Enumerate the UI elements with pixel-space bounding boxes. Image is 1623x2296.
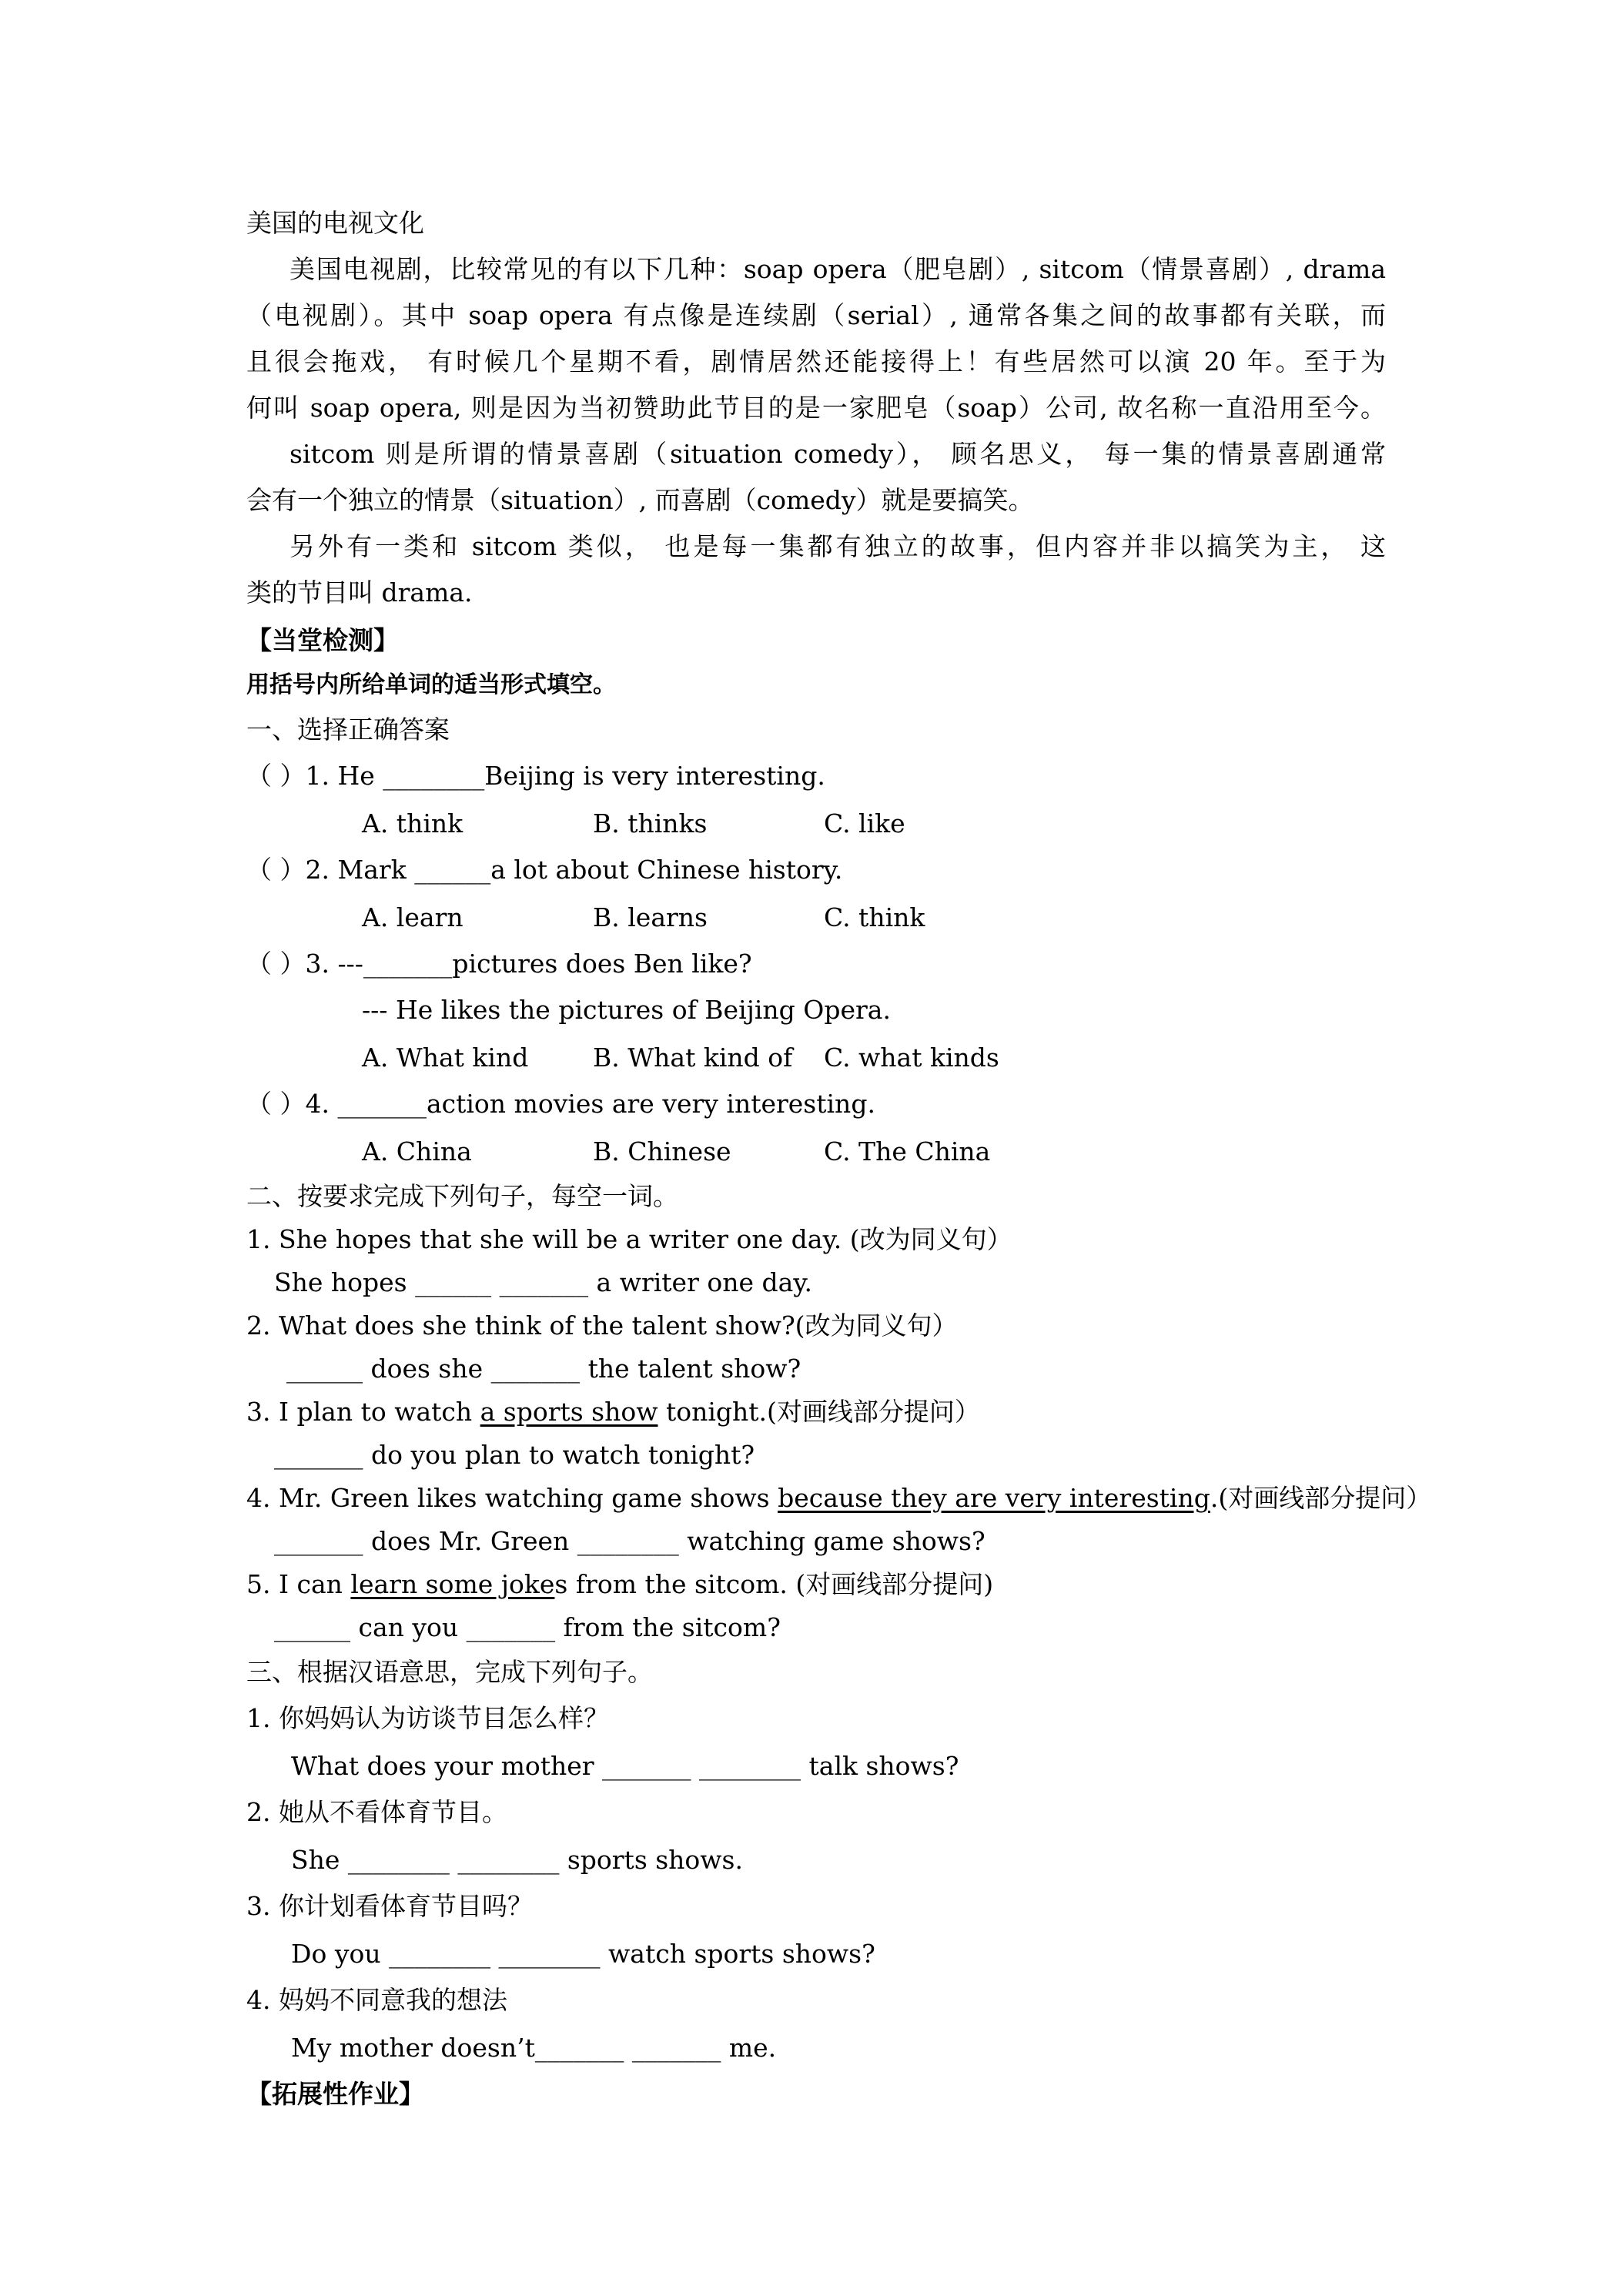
intro-p1-line3: 且很会拖戏， 有时候几个星期不看，剧情居然还能接得上！有些居然可以演 20 年。至于为 (246, 346, 1386, 377)
intro-p1-line2: （电视剧）。其中 soap opera 有点像是连续剧（serial）, 通常各集之间的故事都有关联，而 (246, 300, 1386, 330)
part2-q5-answer: ______ can you _______ from the sitcom? (274, 1612, 781, 1642)
part2-q4-pre: 4. Mr. Green likes watching game shows (246, 1483, 778, 1513)
part1-title: 一、选择正确答案 (246, 715, 450, 745)
intro-p2-line1: sitcom 则是所谓的情景喜剧（situation comedy）， 顾名思义， 每一集的情景喜剧通常 (289, 439, 1386, 469)
part2-q3-answer: _______ do you plan to watch tonight? (274, 1440, 755, 1470)
part2-q3-pre: 3. I plan to watch (246, 1397, 480, 1427)
part3-item2-en: She ________ ________ sports shows. (291, 1845, 743, 1875)
intro-p1-line1: 美国电视剧，比较常见的有以下几种：soap opera（肥皂剧）, sitcom（情景喜剧）, drama (289, 254, 1386, 284)
part2-q3-underlined: a sports show (480, 1397, 658, 1427)
part2-q3-post: tonight.(对画线部分提问） (658, 1397, 980, 1427)
section-heading-extension: 【拓展性作业】 (246, 2079, 424, 2109)
intro-p3-line2: 类的节目叫 drama. (246, 577, 473, 607)
part2-q3 (246, 1395, 1386, 1429)
part2-q2-answer: ______ does she _______ the talent show? (286, 1354, 801, 1384)
part2-q4 (246, 1481, 1432, 1515)
part3-item4-en: My mother doesn’t_______ _______ me. (291, 2033, 777, 2063)
intro-p2-line2: 会有一个独立的情景（situation）, 而喜剧（comedy）就是要搞笑。 (246, 485, 1034, 515)
part2-q4-answer: _______ does Mr. Green ________ watching game shows? (274, 1526, 986, 1556)
part3-item4-cn: 4. 妈妈不同意我的想法 (246, 1985, 507, 2015)
question-3-sub: --- He likes the pictures of Beijing Opera. (362, 995, 891, 1025)
part2-q2: 2. What does she think of the talent show?(改为同义句） (246, 1310, 958, 1340)
intro-title: 美国的电视文化 (246, 208, 424, 238)
q4-option-b: B. Chinese (593, 1136, 731, 1166)
part3-item3-cn: 3. 你计划看体育节目吗？ (246, 1891, 533, 1921)
part3-item3-en: Do you ________ ________ watch sports shows? (291, 1939, 875, 1969)
intro-p3-line1: 另外有一类和 sitcom 类似， 也是每一集都有独立的故事，但内容并非以搞笑为主， 这 (289, 531, 1386, 561)
q4-option-a: A. China (362, 1136, 472, 1166)
question-4-stem: （ ）4. _______action movies are very interesting. (246, 1089, 875, 1119)
part3-title: 三、根据汉语意思，完成下列句子。 (246, 1657, 653, 1687)
question-3-stem: （ ）3. ---_______pictures does Ben like? (246, 949, 752, 979)
part2-q5-post: s from the sitcom. (对画线部分提问) (554, 1569, 994, 1599)
part2-q5-pre: 5. I can (246, 1569, 351, 1599)
q3-option-c: C. what kinds (824, 1043, 999, 1073)
part2-q1-answer: She hopes ______ _______ a writer one day. (274, 1267, 813, 1297)
q1-option-a: A. think (362, 808, 463, 838)
part2-q5-underlined: learn some joke (350, 1569, 555, 1599)
intro-p1-line4: 何叫 soap opera, 则是因为当初赞助此节目的是一家肥皂（soap）公司, 故名称一直沿用至今。 (246, 393, 1386, 423)
part2-title: 二、按要求完成下列句子，每空一词。 (246, 1181, 678, 1211)
q1-option-b: B. thinks (593, 808, 708, 838)
q4-option-c: C. The China (824, 1136, 991, 1166)
q3-option-b: B. What kind of (593, 1043, 793, 1073)
part2-q1: 1. She hopes that she will be a writer one day. (改为同义句） (246, 1224, 1012, 1254)
q1-option-c: C. like (824, 808, 905, 838)
part3-item2-cn: 2. 她从不看体育节目。 (246, 1797, 507, 1827)
q3-option-a: A. What kind (362, 1043, 529, 1073)
question-2-stem: （ ）2. Mark ______a lot about Chinese history. (246, 855, 843, 885)
part2-q5 (246, 1568, 1386, 1602)
q2-option-c: C. think (824, 902, 925, 932)
part3-item1-en: What does your mother _______ ________ talk shows? (291, 1751, 959, 1781)
part2-q4-post: .(对画线部分提问） (1210, 1483, 1432, 1513)
section-heading-test: 【当堂检测】 (246, 625, 399, 655)
question-1-stem: （ ）1. He ________Beijing is very interesting. (246, 761, 825, 791)
q2-option-b: B. learns (593, 902, 708, 932)
part2-q4-underlined: because they are very interesting (778, 1483, 1210, 1513)
instruction: 用括号内所给单词的适当形式填空。 (246, 671, 616, 698)
q2-option-a: A. learn (362, 902, 463, 932)
part3-item1-cn: 1. 你妈妈认为访谈节目怎么样？ (246, 1703, 609, 1733)
